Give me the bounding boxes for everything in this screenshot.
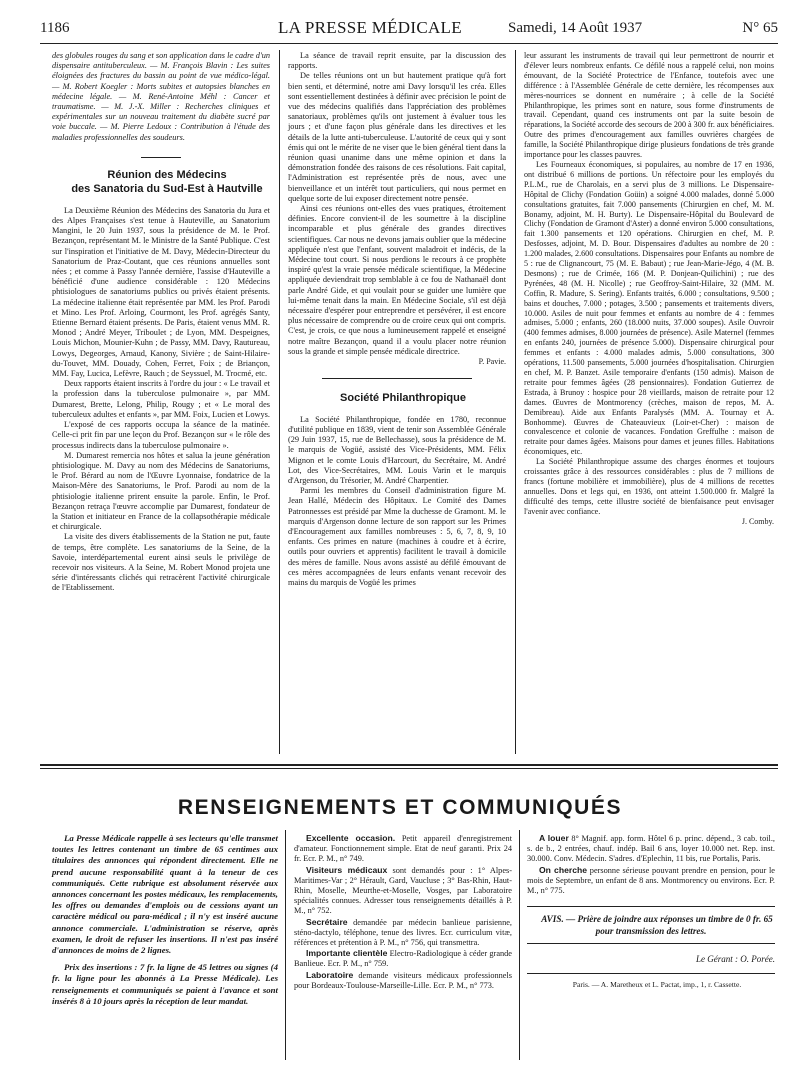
ad-text: demandée par médecin banlieue parisienne, sténo-dactylo, téléphone, tenue des livres. Ecr. curriculum vitæ, références et prétention à P. M., n° 756, qui transmettra. (294, 917, 512, 948)
ads-column-middle (294, 833, 512, 991)
ad-lead: Excellente occasion. (306, 833, 396, 843)
column-divider (519, 830, 520, 1060)
paragraph: La Société Philanthropique assume des charges énormes et toujours croissantes grâce à des ressources considérables : plus de 7 millions de francs (fortune mobilière et immobilière), plus de 4 millions de recettes annuelles. Dons et legs qui, en 1936, ont atteint 1.500.000 fr. Malgré la difficulté des temps, cette illustre société de bienfaisance peut envisager l'avenir avec confiance. (524, 457, 774, 516)
paragraph: La Société Philanthropique, fondée en 1780, reconnue d'utilité publique en 1839, vient de tenir son Assemblée Générale (29 Juin 1937, 15, rue de Bellechasse), sous la présidence de M. le marquis de Vogüé, assisté des Vice-Présidents, MM. Félix Mignon et le comte Louis d'Harcourt, du Secrétaire, M. André Lot, des Vice-Secrétaires, MM. Louis Varin et le marquis d'Argenson, du Trésorier, M. André Charpentier. (288, 414, 506, 485)
section-double-rule (40, 768, 778, 769)
section-rule (141, 157, 181, 158)
paragraph: Ainsi ces réunions ont-elles des vues pratiques, étroitement définies. Encore convient-il de les soumettre à la discipline incomparable et plus générale des grandes directives scientifiques. Car nous ne devons jamais oublier que la médecine appliquée n'est que l'enfant, souvent maladroit et indécis, de la Médecine tout court. Si nous perdions le recours à ce prophète inspiré qu'est la vraie pensée médicale scientifique, la Médecine appliquée deviendrait trop semblable à ce fou de Nathanaël dont parle André Gide, et qui voulait pour se guider une lumière que lui-même tenait dans la main. En Médecine Sociale, s'il est déjà nécessaire d'espérer pour entreprendre et persévérer, il est encore plus nécessaire de comprendre ou de croire ceux qui ont compris. C'est, je crois, ce que nous a lumineusement rappelé et enseigné notre maître Bezançon, quand il a voulu placer notre réunion sous la grande et simple pensée médicale directrice. (288, 204, 506, 356)
avis-rule (527, 906, 775, 907)
journal-title: LA PRESSE MÉDICALE (278, 18, 462, 37)
classified-ad (527, 833, 775, 865)
section-rule (322, 378, 472, 379)
ad-text: personne sérieuse pouvant prendre en pension, pour le mois de Septembre, un enfant de 8 ans. Montmorency ou environs. Ecr. P. M., n° 775. (527, 865, 775, 896)
page-header (40, 18, 778, 40)
section-double-rule (40, 764, 778, 766)
ad-text: Petit appareil d'enregistrement d'amateur. Fonctionnement simple. Etat de neuf garanti. Prix 24 fr. Ecr. P. M., n° 749. (294, 834, 513, 864)
column-divider (285, 830, 286, 1060)
ad-text: demande visiteurs médicaux professionnels pour Bordeaux-Toulouse-Marseille-Lille. Ecr. P. M., n° 773. (294, 970, 513, 990)
issue-number: N° 65 (742, 20, 778, 36)
notice-column (52, 833, 278, 1007)
printer-line: Paris. — A. Maretheux et L. Pactat, imp., 1, r. Cassette. (572, 979, 742, 989)
printer-rule (527, 973, 775, 974)
paragraph: M. Dumarest remercia nos hôtes et salua la jeune génération phtisiologique. M. Davy au nom des Médecins de Sanatoriums, le Prof. Bérard au nom de l'Œuvre Lyonnaise, fondatrice de la Maison-Mère des Sanatoriums, le Prof. Parodi au nom de la phtisiologie italienne prirent ensuite la parole. Enfin, le Prof. Bezançon retraça l'œuvre accomplie par Dumarest, fondateur de la Station et initiateur en France de la collapsothérapie médicale et chirurgicale. (52, 450, 270, 532)
notice-text: La Presse Médicale rappelle à ses lecteurs qu'elle transmet toutes les lettres contenant un timbre de 65 centimes aux titulaires des annonces qui répondent directement. Elle ne prend aucune responsabilité quant à la teneur de ces communiqués. Cette rubrique est absolument réservée aux annonces concernant les postes médicaux, les remplacements, les offres ou demandes d'emplois ou de cessions ayant un caractère médical ou para-médical ; il n'y est inséré aucune annonce commerciale. L'administration se réserve, après examen, le droit de refuser les insertions. Il n'est pas inséré d'annonces de moins de 2 lignes. (52, 833, 278, 956)
renseignements-title: RENSEIGNEMENTS ET COMMUNIQUÉS (177, 796, 623, 819)
classified-ad (294, 948, 512, 969)
paragraph: Parmi les membres du Conseil d'administration figure M. Jean Hallé, Médecin des Hôpitaux. Le Comité des Dames Patronnesses est présidé par Mme la duchesse de Gramont. M. le marquis d'Argenson donne lecture de son rapport sur les Primes d'Encouragement aux familles nombreuses : 5, 6, 7, 8, 9, 10 enfants. Ces primes en nature (machines à coudre et à écrire, outils pour ouvriers et apprentis) facilitent le travail à domicile des mères de famille. Nous avons assisté au défilé émouvant de ces mères accompagnées de leurs enfants venant recevoir des mains du marquis de Vogüé les primes (288, 486, 506, 587)
paragraph: Deux rapports étaient inscrits à l'ordre du jour : « Le travail et la profession dans la tuberculose pulmonaire », par MM. Dumarest, Brette, Lelong, Philip, Rougy ; et « Le moral des tuberculeux adultes et enfants », par MM. Foix, Lucien et Lowys. (52, 379, 270, 419)
classified-ad (294, 917, 512, 949)
avis-text: AVIS. — Prière de joindre aux réponses un timbre de 0 fr. 65 pour transmission des lettres. (541, 914, 773, 937)
classified-ad (294, 833, 512, 865)
prices-text: Prix des insertions : 7 fr. la ligne de 45 lettres ou signes (4 fr. la ligne pour les abonnés à La Presse Médicale). Les renseignements et communiqués se paient à l'avance et sont insérés 8 à 10 jours après la réception de leur mandat. (52, 962, 278, 1006)
section-title-reunion-l1: Réunion des Médecins (107, 168, 227, 181)
section-title-reunion-l2: des Sanatoria du Sud-Est à Hautville (71, 182, 263, 195)
paragraph: La séance de travail reprit ensuite, par la discussion des rapports. (288, 51, 506, 71)
section-title-societe: Société Philanthropique (340, 391, 466, 404)
paragraph: La Deuxième Réunion des Médecins des Sanatoria du Jura et des Alpes Françaises s'est tenue à Hauteville, au Sanatorium Mangini, le 20 Juin 1937, sous la présidence de M. le Prof. Bezançon, représentant M. le Ministre de la Santé Publique. C'est sur l'inspiration et l'initiative de M. Davy, Médecin-Directeur du Sanatorium de Praz-Coutant, que ces réunions annuelles sont nées ; et comme à Passy l'année dernière, l'assise d'Hauteville a bénéficié d'une audience considérable : 120 Médecins phtisiologues de sanatoriums publics ou privés étaient présents. La médecine italienne était représentée par MM. les Prof. Parodi et Mino. Les Prof. Arloing, Courmont, les Prof. agrégés Santy, Etienne Bernard étaient présents. De Paris, étaient venus MM. R. Monod ; André Meyer, Triboulet ; de Lyon, MM. Despeignes, Louis Michon, Mounier-Kuhn ; de Passy, MM. Davy, Rautureau, Lowys, Degeorges, Arnaud, Kanony, Sivière ; de Saint-Hilaire-du-Touvet, MM. Douady, Cohen, Ferret, Foix ; de Briançon, MM. Fay, Lucica, Lefèvre, Rauch ; de Seyssuel, M. Trocmé, etc. (52, 205, 270, 379)
ad-lead: Importante clientèle (306, 948, 388, 959)
ad-lead: A louer (539, 833, 569, 843)
column-divider (279, 50, 280, 754)
ad-lead: Secrétaire (306, 916, 348, 927)
header-rule (40, 43, 778, 44)
classified-ad (294, 865, 512, 917)
gerant-signature: Le Gérant : O. Porée. (696, 954, 775, 965)
author-signature: J. Comby. (741, 516, 774, 526)
ad-text: Electro-Radiologique à céder grande Banlieue. Ecr. P. M., n° 759. (294, 949, 512, 969)
ad-lead: Visiteurs médicaux (306, 864, 388, 875)
paragraph: De telles réunions ont un but hautement pratique qu'à fort bien senti, et déterminé, notre ami Davy lorsqu'il les créa. Elles sont essentiellement destinées à définir avec précision le point de vue des médecins qualifiés dans l'appréciation des problèmes sanatoriaux, problèmes qu'ils ont justement à évaluer tous les jours ; et d'une façon plus générale dans les directives et les détails de la lutte anti-tuberculeuse. L'autorité de ceux qui y sont émis qui ont le mérite de ne viser que le bien général tient dans la réunion quasi unanime dans une même opinion et dans la démonstration fondée des raisons de ces résolutions. Fait capital, l'Administration est représentée près de nous, avec une bienveillance et un intérêt tout particuliers, qui nous permet en quelque sorte de lui exposer directement notre pensée. (288, 71, 506, 203)
ads-column-right (527, 833, 775, 990)
classified-ad (527, 865, 775, 897)
column-3 (524, 51, 774, 527)
paragraph: L'exposé de ces rapports occupa la séance de la matinée. Celle-ci prit fin par une leçon du Prof. Bezançon sur « le rôle des processus indirects dans la tuberculose pulmonaire ». (52, 420, 270, 450)
ad-lead: Laboratoire (306, 969, 354, 980)
ad-lead: On cherche (539, 864, 587, 875)
ad-text: 8° Magnif. app. form. Hôtel 6 p. princ. dépend., 3 cab. toil., s. de b., 2 entrées, chauf. indép. Bail 6 ans, loyer 10.000 net. Rep. inst. 30.000. Conv. Médecin. S'adres. d'Eplechin, 11 bis, rue Portalis, Paris. (527, 834, 775, 864)
column-1 (52, 51, 270, 594)
column-2 (288, 51, 506, 588)
classified-ad (294, 970, 512, 991)
column-divider (515, 50, 516, 754)
author-signature: P. Pavie. (478, 357, 506, 367)
issue-date: Samedi, 14 Août 1937 (508, 20, 643, 36)
paragraph: Les Fourneaux économiques, si populaires, au nombre de 17 en 1936, ont distribué 6 millions de portions. Un réfectoire pour les employés du P.L.M., rue de Charolais, en a servi plus de 3 millions. Le Dispensaire-Hôpital de Clichy (Fondation Goüin) a soigné 4.000 malades, donné 5.000 consultations gratuites, fait 7.000 pansements (Chirurgien en chef, M. M. Bonamy, adjoint, M. H. Burty). Le Dispensaire-Hôpital du Boulevard de Clichy (Fondation de Gramont d'Aster) a donné environ 5.000 consultations, fait 1.300 pansements et 120 opérations. Chirurgien en chef, M. P. Desfosses, adjoint, M. D. Bour. Dispensaires d'adultes au nombre de 20 : 1.200 malades, 2.600 consultations. Dispensaires pour Enfants au nombre de 5 : rue de Clignancourt, 75 (M. E. Babaut) ; rue Jean-Marie-Jégo, 4 (M. B. Desmons) ; rue de Crimée, 166 (M. P. Donjean-Quilichini) ; rue des Pyrénées, 48 (M. H. Nicolle) ; rue Geoffroy-Saint-Hilaire, 32 (MM. M. Coffin, R. Madure, S. Sering). Enfants traités, 6.000 ; consultations, 9.500 ; bains et douches, 7.000 ; potages, 3.500 ; pansements et traitements divers, 10.000. Asiles de nuit pour femmes et enfants au nombre de 4 : femmes admises, 5.000 ; enfants, 260 (18.000 nuits, 37.000 soupes). Asile Ouvroir (400 femmes admises, 8.000 journées de présence). Asile Maternel (femmes en enfants 240, journées de présence 5.000). Dispensaire chirurgical pour femmes et enfants : 4.000 malades admis, 5.000 consultations, 300 opérations, 11.500 pansements, 5.000 journées d'hospitalisation. Chirurgien en chef, M. P. Banzet. Asile temporaire d'enfants (150 admis). Maison de retraite pour femmes âgées (28 pensionnaires). Fondation Gutierrez de Estrada, à Brunoy : hospice pour 28 vieillards, maison de retraite pour 12 dames. Œuvres de Montmorency (crèches, maison de repos, M. A. Demibreau). Aide aux Enfants Paralysés (MM. A. Tournay et A. Bonhomme). Œuvres de Chateauvieux (Loir-et-Cher) : maison de convalescence et colonie de vacances. Fondation Greffulhe : maison de retraite pour dames âgées. Maisons pour dames et jeunes filles. Habitations économiques, etc. (524, 159, 774, 457)
page-number: 1186 (40, 20, 70, 36)
avis-rule (527, 943, 775, 944)
ad-text: sont demandés pour : 1° Alpes-Maritimes-Var ; 2° Hérault, Gard, Vaucluse ; 3° Bas-Rhin, Haut-Rhin, Moselle, Meurthe-et-Moselle, Vosges, par Laboratoire spécialités connues. Adresser tous renseignements détaillés à P. M., n° 752. (294, 865, 512, 916)
paragraph: leur assurant les instruments de travail qui leur permettront de nourrir et d'élever leurs nombreux enfants. Ce défilé nous a rappelé celui, non moins émouvant, de la Société Protectrice de l'Enfance, toutefois avec une différence : à l'Assemblée Générale de cette dernière, les récompenses aux mères-nourrices se donnent en numéraire ; à celle de la Société Philanthropique, les primes sont en nature, sous forme d'instruments de travail. Cependant, quand ces instruments ont par la suite besoin de réparations, la Société accorde des secours de 200 à 300 fr. aux bénéficiaires. Outre des primes d'encouragement aux familles ouvrières chargées de famille, la Société Philanthropique dirige plusieurs fondations de très grande importance pour les classes pauvres. (524, 51, 774, 160)
thesis-list: des globules rouges du sang et son application dans le cadre d'un dispensaire antituberculeux. — M. François Blavin : Les suites éloignées des fractures du bassin au point de vue médico-légal. — M. Robert Koegler : Morts subites et autopsies blanches en médecine légale. — M. René-Antoine Méhl : Cancer et traumatisme. — M. J.-X. Miller : Recherches cliniques et expérimentales sur un nouveau traitement du diabète sucré par voie buccale. — M. Pierre Ledoux : Contribution à l'étude des maladies professionnelles des soudeurs. (52, 51, 271, 142)
paragraph: La visite des divers établissements de la Station ne put, faute de temps, être complète. Les sanatoriums de la Seine, de la Savoie, interdépartemental eurent ainsi seuls le privilège de recevoir nos visiteurs. A la Seine, M. Robert Monod projeta une série d'intéressants clichés qui retracèrent l'activité chirurgicale de l'Etablissement. (52, 532, 270, 593)
